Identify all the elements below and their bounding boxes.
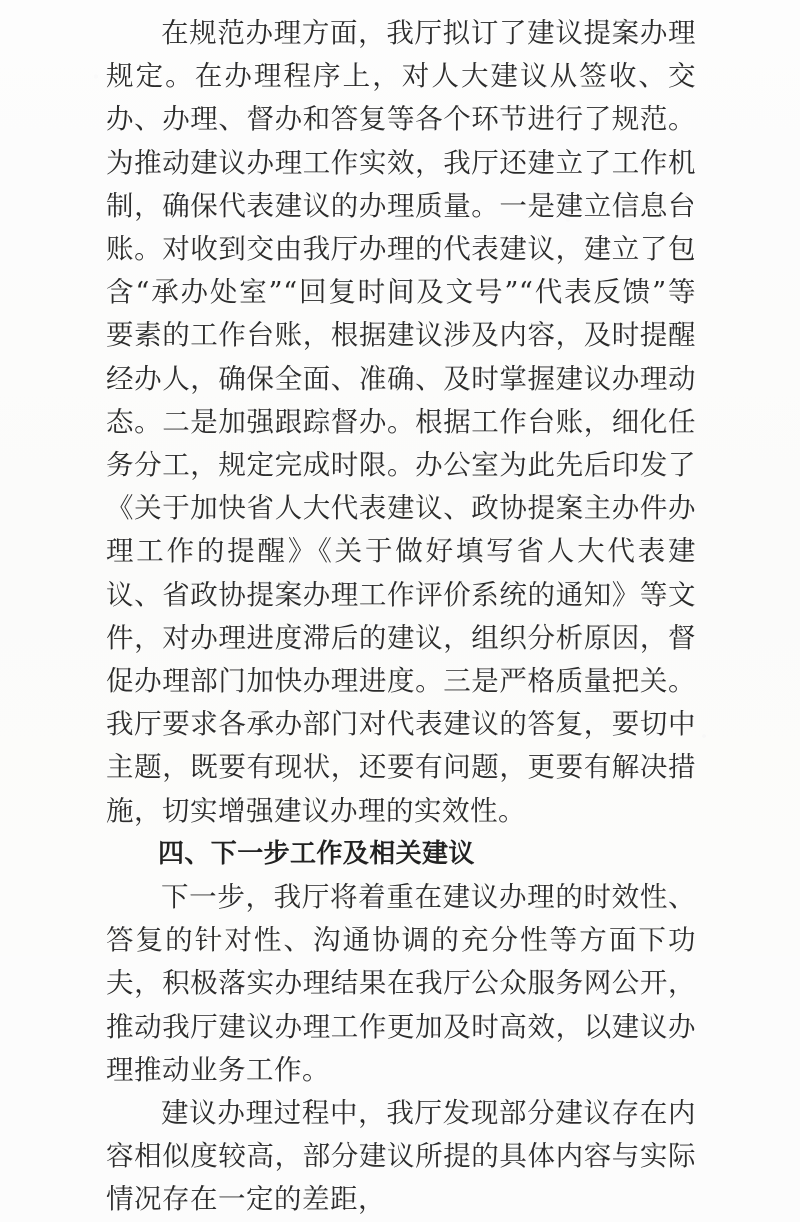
paragraph-standardized-handling: 在规范办理方面，我厅拟订了建议提案办理规定。在办理程序上，对人大建议从签收、交办、办理、督办和答复等各个环节进行了规范。为推动建议办理工作实效，我厅还建立了工作机制，确保代表建议的办理质量。一是建立信息台账。对收到交由我厅办理的代表建议，建立了包含“承办处室”“回复时间及文号”“代表反馈”等要素的工作台账，根据建议涉及内容，及时提醒经办人，确保全面、准确、及时掌握建议办理动态。二是加强跟踪督办。根据工作台账，细化任务分工，规定完成时限。办公室为此先后印发了《关于加快省人大代表建议、政协提案主办件办理工作的提醒》《关于做好填写省人大代表建议、省政协提案办理工作评价系统的通知》等文件，对办理进度滞后的建议，组织分析原因，督促办理部门加快办理进度。三是严格质量把关。我厅要求各承办部门对代表建议的答复，要切中主题，既要有现状，还要有问题，更要有解决措施，切实增强建议办理的实效性。 — [106, 17, 696, 827]
document-text-block — [106, 12, 696, 1222]
paragraph-issues-found: 建议办理过程中，我厅发现部分建议存在内容相似度较高，部分建议所提的具体内容与实际情况存在一定的差距， — [106, 1097, 696, 1216]
section-heading-next-steps: 四、下一步工作及相关建议 — [158, 838, 475, 869]
paragraph-next-steps: 下一步，我厅将着重在建议办理的时效性、答复的针对性、沟通协调的充分性等方面下功夫，积极落实办理结果在我厅公众服务网公开，推动我厅建议办理工作更加及时高效，以建议办理推动业务工作。 — [106, 881, 696, 1086]
